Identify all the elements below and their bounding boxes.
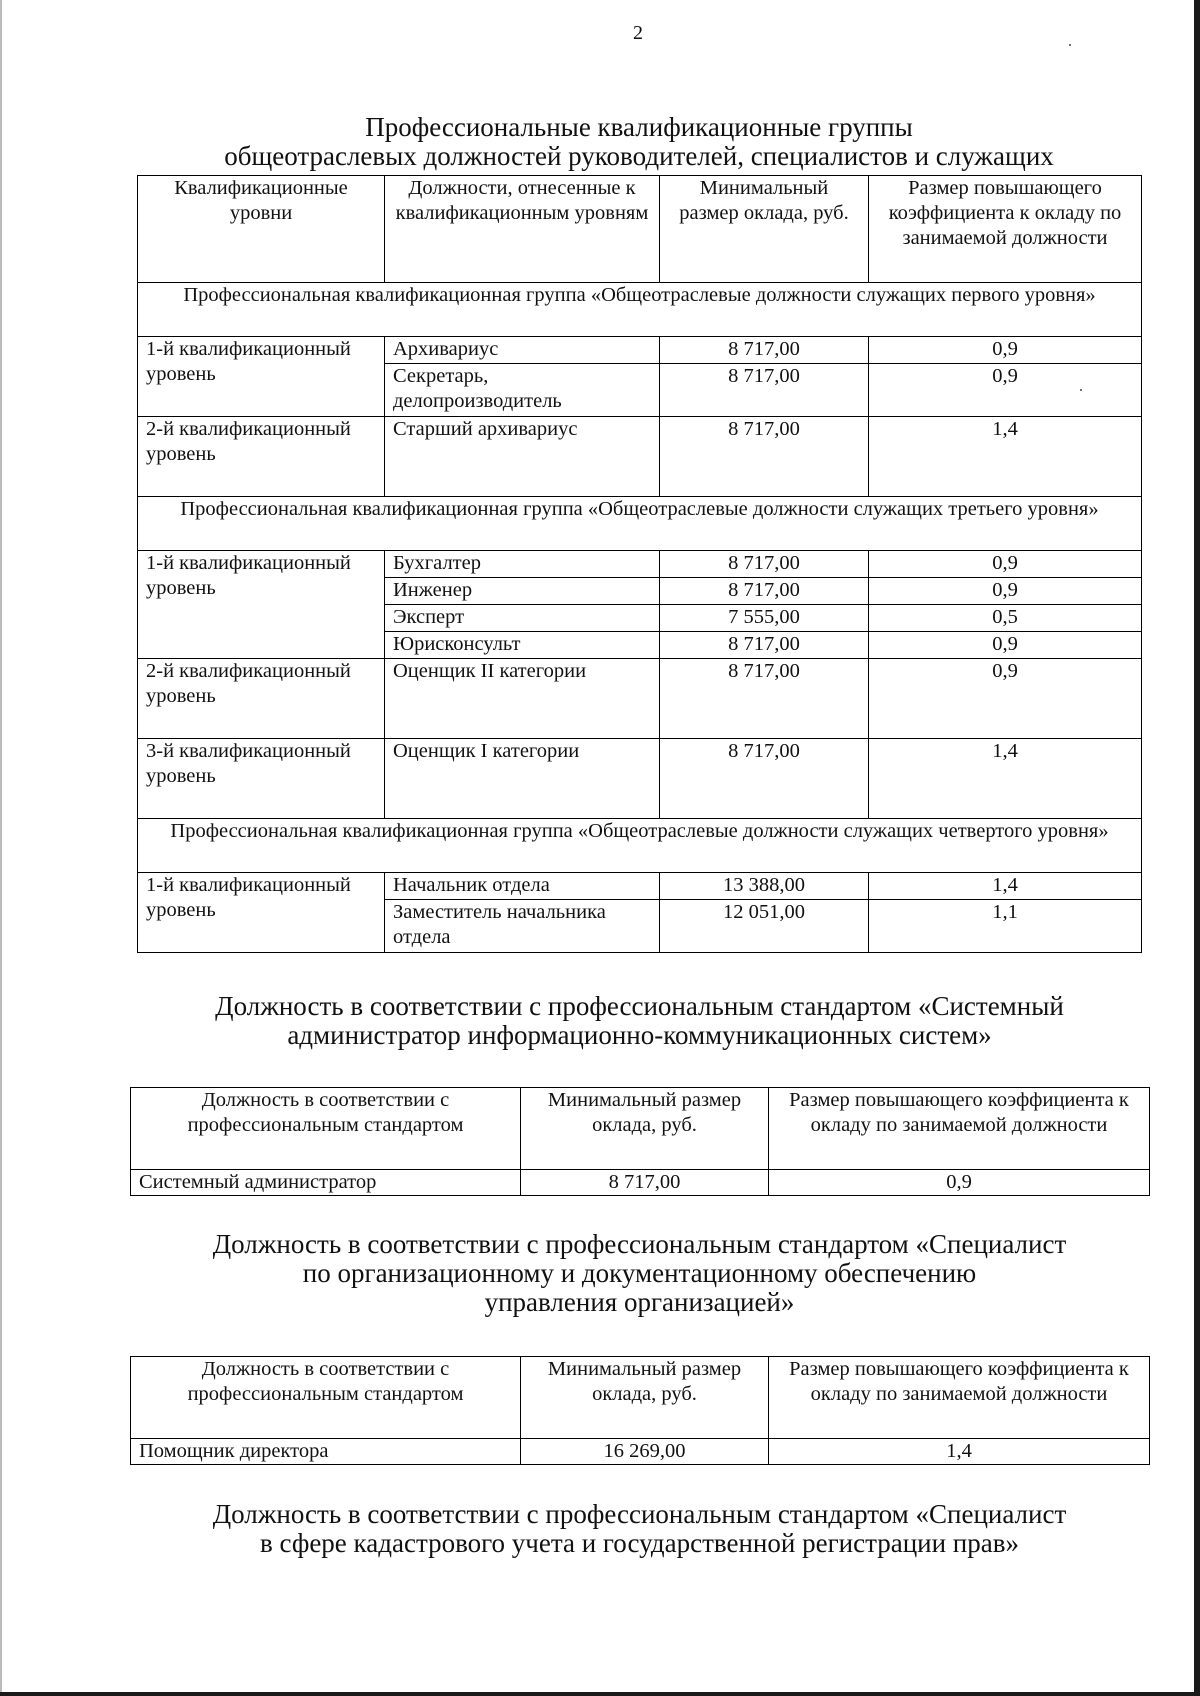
position-name: Инженер <box>385 578 660 605</box>
coefficient: 0,9 <box>869 337 1142 364</box>
coefficient: 0,9 <box>769 1170 1150 1196</box>
header-positions: Должности, отнесенные к квалификационным уровням <box>385 176 660 283</box>
table-row <box>138 873 1142 900</box>
header-coefficient: Размер повышающего коэффициента к окладу по занимаемой должности <box>769 1088 1150 1170</box>
position-name: Бухгалтер <box>385 551 660 578</box>
position-name: Эксперт <box>385 605 660 632</box>
header-qualification-levels: Квалификационные уровни <box>138 176 385 283</box>
table-header-row <box>131 1357 1150 1439</box>
position-name: Помощник директора <box>131 1439 521 1465</box>
group-header-row <box>138 497 1142 551</box>
page-number: 2 <box>633 22 643 44</box>
table-row <box>138 739 1142 819</box>
cadastral-title-line-1: Должность в соответствии с профессиональным стандартом «Специалист <box>212 1499 1067 1529</box>
min-salary: 13 388,00 <box>660 873 869 900</box>
table-header-row <box>138 176 1142 283</box>
group-header-row <box>138 283 1142 337</box>
group-title: Профессиональная квалификационная группа «Общеотраслевые должности служащих первого уровня» <box>138 283 1142 337</box>
qualification-groups-table <box>137 175 1142 953</box>
qualification-level: 2-й квалификационный уровень <box>138 659 385 739</box>
min-salary: 8 717,00 <box>660 632 869 659</box>
min-salary: 8 717,00 <box>660 337 869 364</box>
table-row <box>131 1170 1150 1196</box>
table-row <box>138 551 1142 578</box>
main-title-line-1: Профессиональные квалификационные группы <box>365 112 913 142</box>
min-salary: 8 717,00 <box>660 659 869 739</box>
table-row <box>131 1439 1150 1465</box>
position-name: Заместитель начальника отдела <box>385 900 660 953</box>
coefficient: 0,9 <box>869 578 1142 605</box>
table-header-row <box>131 1088 1150 1170</box>
coefficient: 0,9 <box>869 659 1142 739</box>
admin-table <box>130 1356 1150 1465</box>
min-salary: 8 717,00 <box>660 578 869 605</box>
position-name: Начальник отдела <box>385 873 660 900</box>
group-title: Профессиональная квалификационная группа «Общеотраслевые должности служащих четвертого уровня» <box>138 819 1142 873</box>
position-name: Юрисконсульт <box>385 632 660 659</box>
min-salary: 8 717,00 <box>521 1170 769 1196</box>
qualification-level: 1-й квалификационный уровень <box>138 551 385 659</box>
header-min-salary: Минимальный размер оклада, руб. <box>660 176 869 283</box>
sysadmin-title-line-1: Должность в соответствии с профессиональным стандартом «Системный <box>215 991 1064 1021</box>
min-salary: 12 051,00 <box>660 900 869 953</box>
position-name: Секретарь, делопроизводитель <box>385 364 660 417</box>
main-title <box>137 113 1141 171</box>
coefficient: 0,9 <box>869 364 1142 417</box>
position-name: Оценщик I категории <box>385 739 660 819</box>
table-row <box>138 417 1142 497</box>
min-salary: 8 717,00 <box>660 739 869 819</box>
group-title: Профессиональная квалификационная группа «Общеотраслевые должности служащих третьего уровня» <box>138 497 1142 551</box>
coefficient: 1,4 <box>869 873 1142 900</box>
scan-right-edge <box>1194 0 1200 1696</box>
sysadmin-table <box>130 1087 1150 1196</box>
scan-left-edge <box>0 0 2 1696</box>
admin-title-line-2: по организационному и документационному обеспечению <box>302 1258 977 1288</box>
position-name: Старший архивариус <box>385 417 660 497</box>
coefficient: 1,4 <box>869 739 1142 819</box>
min-salary: 8 717,00 <box>660 551 869 578</box>
coefficient: 0,9 <box>869 632 1142 659</box>
min-salary: 8 717,00 <box>660 364 869 417</box>
position-name: Оценщик II категории <box>385 659 660 739</box>
coefficient: 1,4 <box>869 417 1142 497</box>
admin-title-line-3: управления организацией» <box>484 1287 795 1317</box>
table-row <box>138 659 1142 739</box>
header-coefficient: Размер повышающего коэффициента к окладу по занимаемой должности <box>869 176 1142 283</box>
qualification-level: 1-й квалификационный уровень <box>138 873 385 953</box>
scan-bottom-edge <box>0 1692 1200 1696</box>
coefficient: 1,1 <box>869 900 1142 953</box>
admin-section-title <box>130 1230 1149 1317</box>
coefficient: 1,4 <box>769 1439 1150 1465</box>
header-min-salary: Минимальный размер оклада, руб. <box>521 1357 769 1439</box>
qualification-level: 1-й квалификационный уровень <box>138 337 385 417</box>
header-coefficient: Размер повышающего коэффициента к окладу по занимаемой должности <box>769 1357 1150 1439</box>
min-salary: 8 717,00 <box>660 417 869 497</box>
main-title-line-2: общеотраслевых должностей руководителей, специалистов и служащих <box>224 141 1054 171</box>
cadastral-section-title <box>130 1500 1149 1558</box>
sysadmin-section-title <box>130 992 1149 1050</box>
qualification-level: 2-й квалификационный уровень <box>138 417 385 497</box>
header-position: Должность в соответствии с профессиональным стандартом <box>131 1357 521 1439</box>
table-row <box>138 337 1142 364</box>
sysadmin-title-line-2: администратор информационно-коммуникационных систем» <box>287 1020 992 1050</box>
admin-title-line-1: Должность в соответствии с профессиональным стандартом «Специалист <box>212 1229 1067 1259</box>
header-position: Должность в соответствии с профессиональным стандартом <box>131 1088 521 1170</box>
qualification-level: 3-й квалификационный уровень <box>138 739 385 819</box>
position-name: Архивариус <box>385 337 660 364</box>
group-header-row <box>138 819 1142 873</box>
position-name: Системный администратор <box>131 1170 521 1196</box>
header-min-salary: Минимальный размер оклада, руб. <box>521 1088 769 1170</box>
min-salary: 16 269,00 <box>521 1439 769 1465</box>
min-salary: 7 555,00 <box>660 605 869 632</box>
coefficient: 0,9 <box>869 551 1142 578</box>
cadastral-title-line-2: в сфере кадастрового учета и государственной регистрации прав» <box>260 1528 1019 1558</box>
coefficient: 0,5 <box>869 605 1142 632</box>
